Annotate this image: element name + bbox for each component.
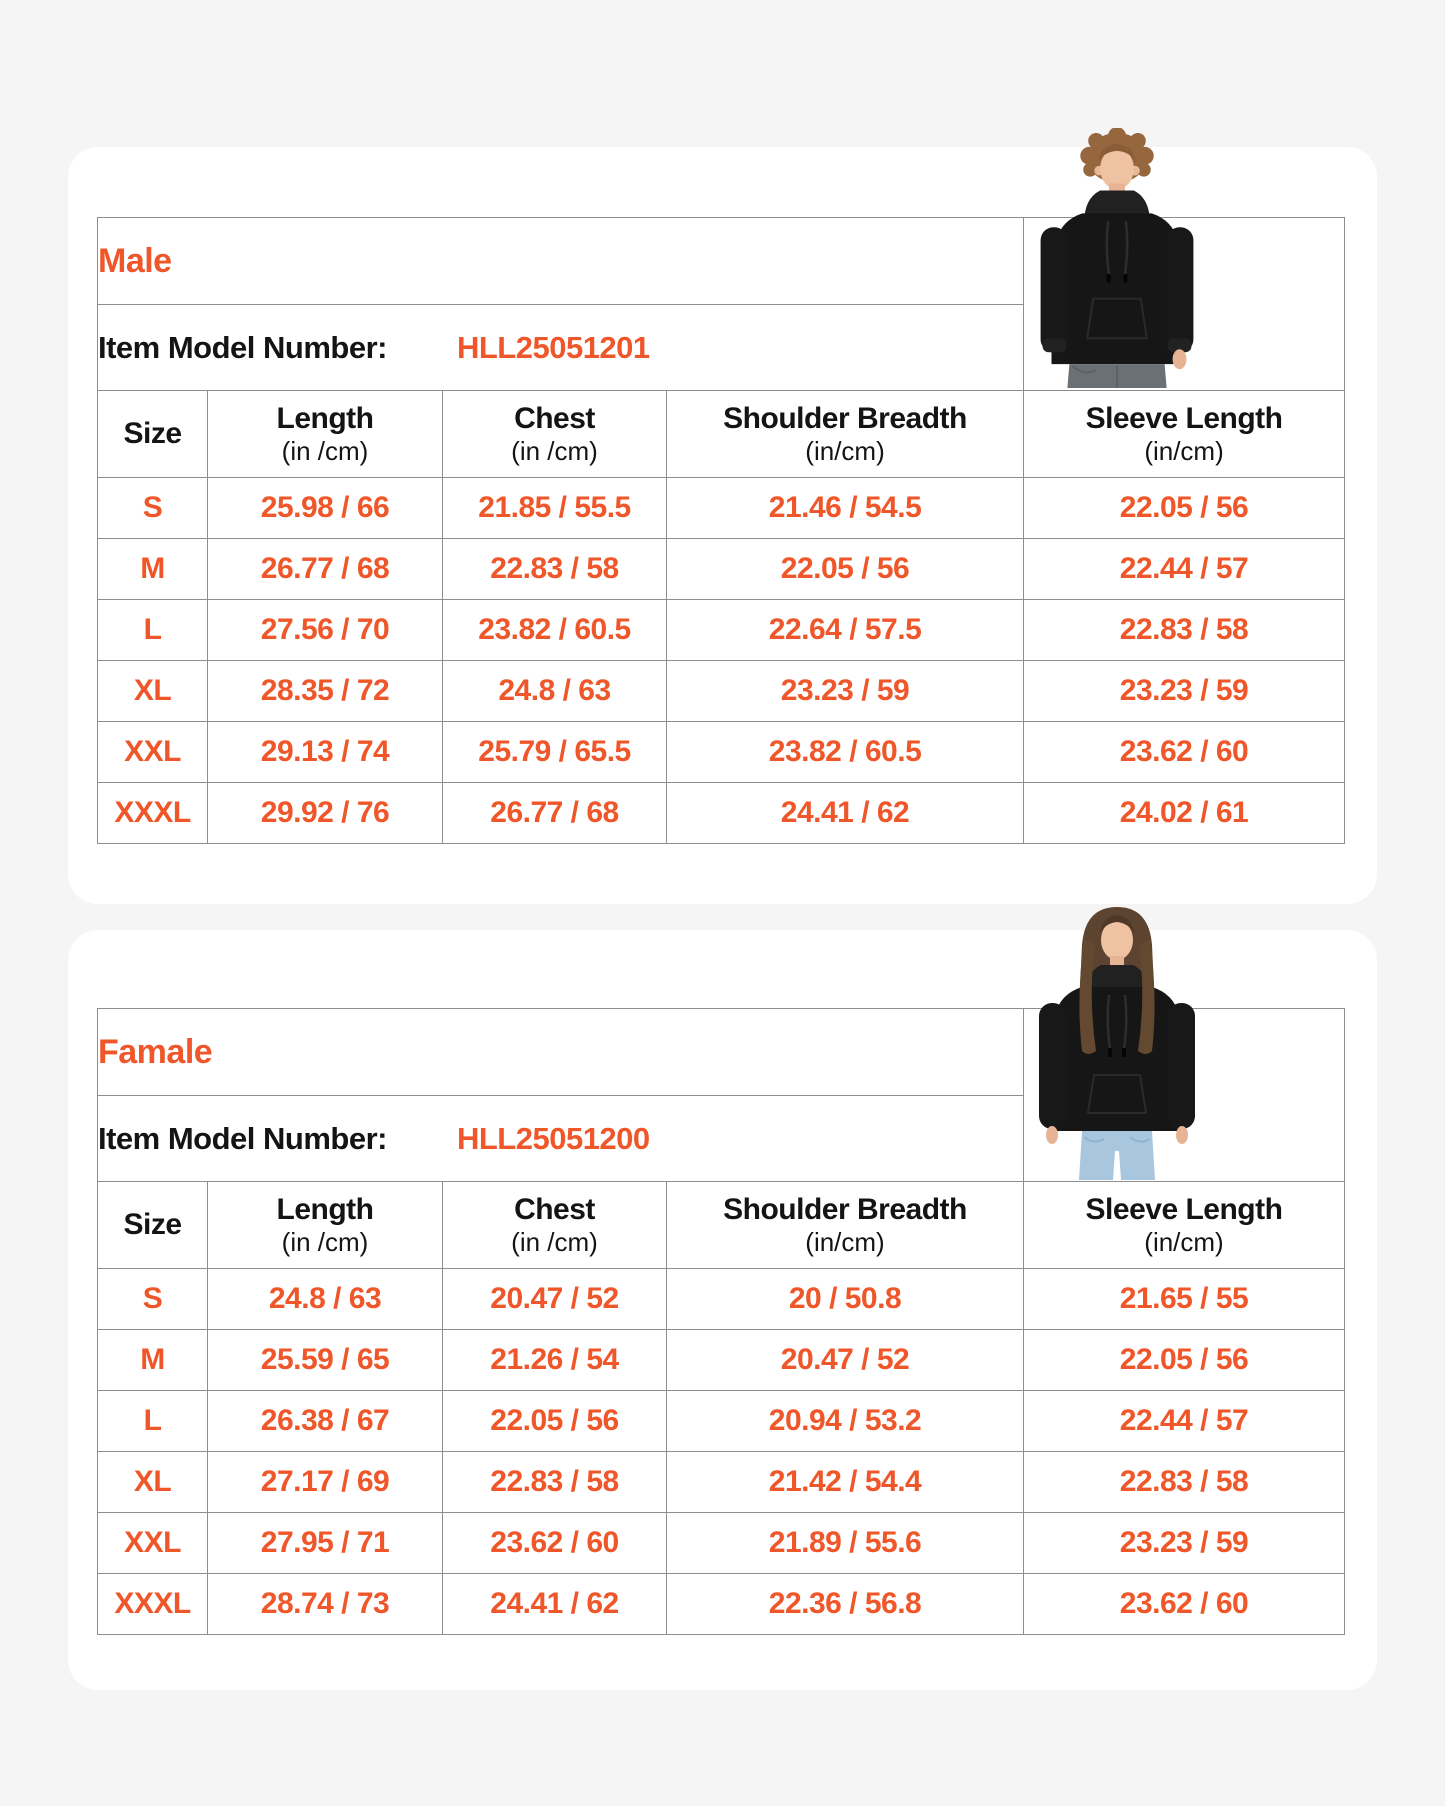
female-col-chest: Chest (in /cm) (443, 1182, 667, 1269)
female-col-shoulder: Shoulder Breadth (in/cm) (667, 1182, 1024, 1269)
female-size-row-l: L 26.38 / 67 22.05 / 56 20.94 / 53.2 22.44 / 57 (98, 1391, 1345, 1452)
female-gender-title: Famale (98, 1009, 1024, 1096)
male-size-row-m: M 26.77 / 68 22.83 / 58 22.05 / 56 22.44 / 57 (98, 539, 1345, 600)
male-size-row-xl: XL 28.35 / 72 24.8 / 63 23.23 / 59 23.23 / 59 (98, 661, 1345, 722)
female-size-row-xxxl: XXXL 28.74 / 73 24.41 / 62 22.36 / 56.8 23.62 / 60 (98, 1574, 1345, 1635)
female-size-row-xxl: XXL 27.95 / 71 23.62 / 60 21.89 / 55.6 23.23 / 59 (98, 1513, 1345, 1574)
male-size-chart-card (68, 147, 1377, 904)
male-item-model-label: Item Model Number: (98, 329, 387, 365)
male-table-header-row (98, 391, 1345, 478)
male-size-row-xxl: XXL 29.13 / 74 25.79 / 65.5 23.82 / 60.5 23.62 / 60 (98, 722, 1345, 783)
male-model-photo-cell (1024, 218, 1345, 391)
male-size-table (97, 217, 1345, 844)
female-size-table (97, 1008, 1345, 1635)
male-item-model-row (98, 305, 1024, 391)
female-item-model-number: HLL25051200 (456, 1120, 650, 1156)
male-gender-title: Male (98, 218, 1024, 305)
male-size-row-xxxl: XXXL 29.92 / 76 26.77 / 68 24.41 / 62 24.02 / 61 (98, 783, 1345, 844)
female-item-model-label: Item Model Number: (98, 1120, 387, 1156)
female-col-size: Size (98, 1182, 208, 1269)
female-col-length: Length (in /cm) (208, 1182, 443, 1269)
female-size-row-xl: XL 27.17 / 69 22.83 / 58 21.42 / 54.4 22.83 / 58 (98, 1452, 1345, 1513)
male-col-chest: Chest (in /cm) (443, 391, 667, 478)
male-col-length: Length (in /cm) (208, 391, 443, 478)
female-size-chart-card (68, 930, 1377, 1690)
male-col-size: Size (98, 391, 208, 478)
male-col-shoulder: Shoulder Breadth (in/cm) (667, 391, 1024, 478)
female-table-header-row (98, 1182, 1345, 1269)
male-size-row-l: L 27.56 / 70 23.82 / 60.5 22.64 / 57.5 22.83 / 58 (98, 600, 1345, 661)
female-model-photo-cell (1024, 1009, 1345, 1182)
female-item-model-row (98, 1096, 1024, 1182)
female-col-sleeve: Sleeve Length (in/cm) (1024, 1182, 1345, 1269)
male-item-model-number: HLL25051201 (456, 329, 650, 365)
female-size-row-s: S 24.8 / 63 20.47 / 52 20 / 50.8 21.65 / 55 (98, 1269, 1345, 1330)
male-size-row-s: S 25.98 / 66 21.85 / 55.5 21.46 / 54.5 22.05 / 56 (98, 478, 1345, 539)
female-size-row-m: M 25.59 / 65 21.26 / 54 20.47 / 52 22.05 / 56 (98, 1330, 1345, 1391)
male-col-sleeve: Sleeve Length (in/cm) (1024, 391, 1345, 478)
